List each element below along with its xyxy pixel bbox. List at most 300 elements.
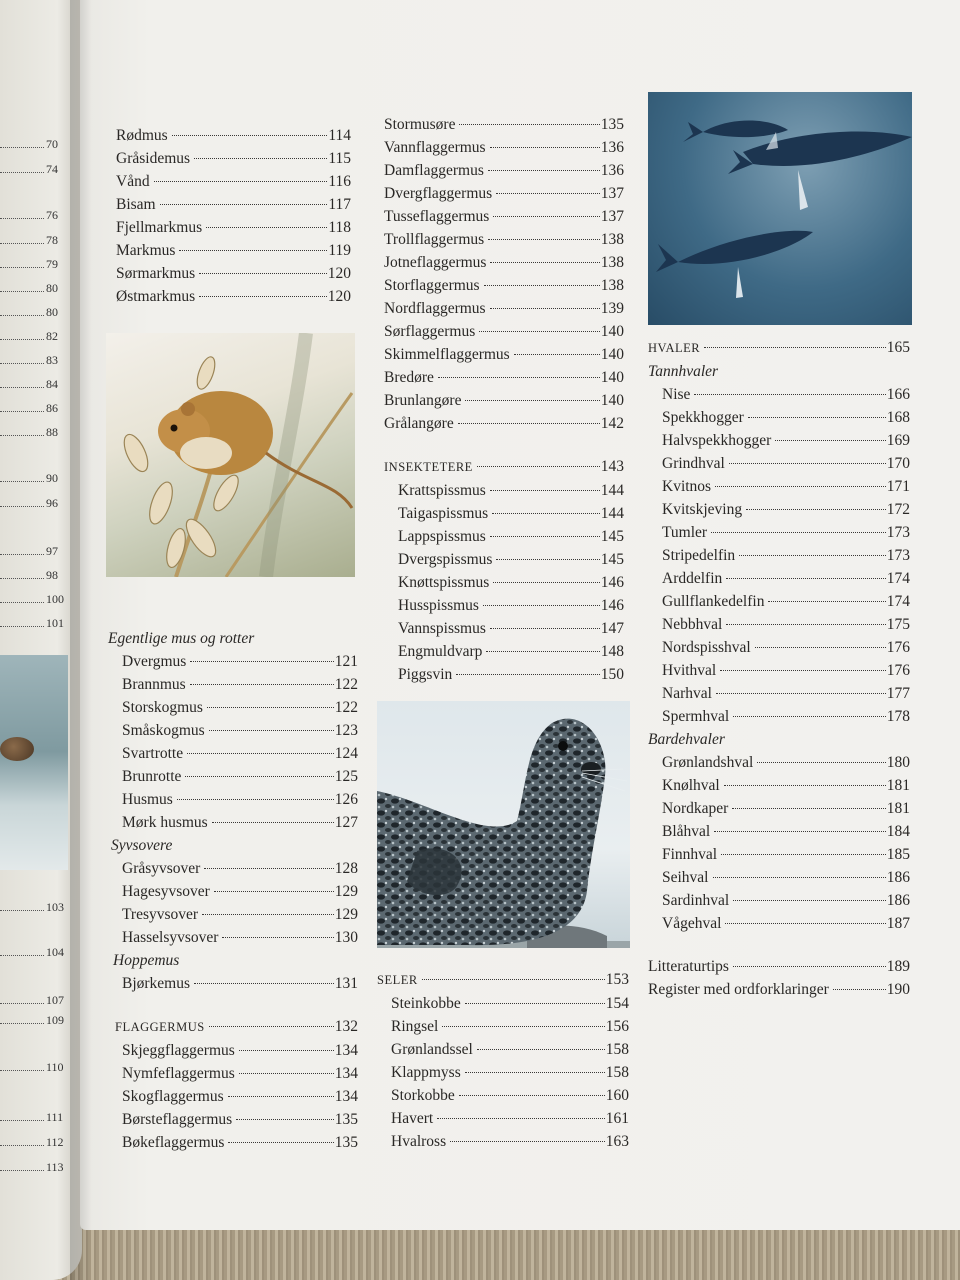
- entry-title: Bisam: [116, 196, 156, 213]
- dot-leader: [490, 536, 600, 537]
- dot-leader: [704, 347, 886, 348]
- entry-title: Gråsidemus: [116, 150, 191, 167]
- dot-leader: [0, 1070, 44, 1071]
- toc-entry: [648, 751, 910, 774]
- dot-leader: [450, 1141, 605, 1142]
- entry-title: Havert: [391, 1110, 434, 1127]
- category-heading: Bardehvaler: [648, 731, 725, 748]
- dot-leader: [483, 605, 600, 606]
- dot-leader: [0, 339, 44, 340]
- page-number: 138: [600, 254, 624, 271]
- dot-leader: [199, 296, 327, 297]
- toc-entry: [377, 1061, 629, 1084]
- page-number: 139: [600, 300, 624, 317]
- dot-leader: [720, 670, 886, 671]
- toc-entry: [108, 857, 358, 880]
- page-number: 118: [328, 219, 351, 236]
- page-number: 134: [334, 1088, 358, 1105]
- page-number: 163: [605, 1133, 629, 1150]
- dot-leader: [0, 172, 44, 173]
- dot-leader: [222, 937, 333, 938]
- dot-leader: [0, 315, 44, 316]
- dot-leader: [228, 1142, 333, 1143]
- page-number: 101: [46, 616, 64, 630]
- dot-leader: [477, 1049, 605, 1050]
- toc-entry: [116, 216, 351, 239]
- entry-title: Nebbhval: [662, 616, 723, 633]
- dot-leader: [172, 135, 328, 136]
- dot-leader: [442, 1026, 604, 1027]
- entry-title: Ringsel: [391, 1018, 439, 1035]
- dot-leader: [185, 776, 333, 777]
- entry-title: INSEKTETERE: [384, 460, 473, 474]
- entry-title: Gullflankedelfin: [662, 593, 765, 610]
- toc-entry: [384, 159, 624, 182]
- page-number: 137: [600, 208, 624, 225]
- dot-leader: [214, 891, 334, 892]
- entry-title: Steinkobbe: [391, 995, 461, 1012]
- page-number: 178: [886, 708, 910, 725]
- entry-title: Trollflaggermus: [384, 231, 485, 248]
- entry-title: Finnhval: [662, 846, 718, 863]
- page-number: 125: [334, 768, 358, 785]
- entry-title: Dvergmus: [122, 653, 187, 670]
- toc-entry: [377, 1015, 629, 1038]
- entry-title: Nordspisshval: [662, 639, 751, 656]
- toc-entry: [116, 285, 351, 308]
- toc-entry: [648, 978, 910, 1001]
- toc-entry: [108, 1085, 358, 1108]
- page-number: 135: [600, 116, 624, 133]
- entry-title: Nordflaggermus: [384, 300, 486, 317]
- dot-leader: [493, 216, 599, 217]
- page-number: 112: [46, 1135, 64, 1149]
- entry-title: Brunrotte: [122, 768, 182, 785]
- dot-leader: [459, 124, 599, 125]
- entry-title: Storflaggermus: [384, 277, 480, 294]
- dot-leader: [490, 628, 600, 629]
- page-number: 156: [605, 1018, 629, 1035]
- toc-entry: [384, 366, 624, 389]
- page-number: 80: [46, 305, 58, 319]
- page-number: 166: [886, 386, 910, 403]
- dot-leader: [209, 1026, 334, 1027]
- page-number: 122: [334, 699, 358, 716]
- toc-entry: [116, 124, 351, 147]
- dot-leader: [726, 624, 885, 625]
- page-number: 129: [334, 883, 358, 900]
- entry-title: Gråsyvsover: [122, 860, 201, 877]
- dot-leader: [0, 411, 44, 412]
- toc-entry: [108, 696, 358, 719]
- dot-leader: [160, 204, 328, 205]
- toc-entry: [108, 1015, 358, 1039]
- entry-title: Bredøre: [384, 369, 434, 386]
- page-number: 146: [600, 597, 624, 614]
- entry-title: Nordkaper: [662, 800, 729, 817]
- page-number: 175: [886, 616, 910, 633]
- dot-leader: [0, 147, 44, 148]
- toc-entry: [648, 383, 910, 406]
- toc-entry: [108, 1108, 358, 1131]
- page-number: 174: [886, 593, 910, 610]
- dot-leader: [715, 486, 886, 487]
- dot-leader: [199, 273, 327, 274]
- toc-entry: [108, 788, 358, 811]
- toc-entry: [384, 548, 624, 571]
- toc-entry: [108, 811, 358, 834]
- toc-entry: [648, 797, 910, 820]
- entry-title: Stormusøre: [384, 116, 456, 133]
- dot-leader: [0, 435, 44, 436]
- category-heading: Hoppemus: [113, 952, 180, 969]
- dot-leader: [833, 989, 886, 990]
- dot-leader: [194, 983, 334, 984]
- dot-leader: [0, 554, 44, 555]
- toc-entry: [648, 429, 910, 452]
- dot-leader: [490, 308, 600, 309]
- entry-title: Arddelfin: [662, 570, 723, 587]
- toc-entry: [116, 147, 351, 170]
- page-number: 88: [46, 425, 58, 439]
- page-number: 171: [886, 478, 910, 495]
- dot-leader: [0, 1023, 44, 1024]
- toc-entry: [384, 663, 624, 686]
- page-number: 148: [600, 643, 624, 660]
- dot-leader: [724, 785, 886, 786]
- toc-entry: [648, 912, 910, 935]
- dot-leader: [479, 331, 599, 332]
- entry-title: Husmus: [122, 791, 173, 808]
- toc-entry: [108, 1039, 358, 1062]
- page-number: 180: [886, 754, 910, 771]
- page-number: 137: [600, 185, 624, 202]
- toc-entry: [384, 594, 624, 617]
- dot-leader: [0, 363, 44, 364]
- entry-title: HVALER: [648, 341, 701, 355]
- toc-entry: [377, 968, 629, 992]
- toc-entry: [384, 502, 624, 525]
- entry-title: Skogflaggermus: [122, 1088, 224, 1105]
- page-number: 113: [46, 1160, 64, 1174]
- page-number: 117: [328, 196, 351, 213]
- page-number: 158: [605, 1041, 629, 1058]
- entry-title: Vågehval: [662, 915, 722, 932]
- toc-entry: [108, 880, 358, 903]
- dot-leader: [465, 1072, 605, 1073]
- toc-entry: [648, 955, 910, 978]
- entry-title: Grålangøre: [384, 415, 454, 432]
- dot-leader: [438, 377, 600, 378]
- toc-entry: [108, 742, 358, 765]
- page-number: 186: [886, 892, 910, 909]
- page-number: 150: [600, 666, 624, 683]
- entry-title: Rødmus: [116, 127, 168, 144]
- page-number: 145: [600, 551, 624, 568]
- page-number: 185: [886, 846, 910, 863]
- toc-entry: [108, 650, 358, 673]
- entry-title: Seihval: [662, 869, 709, 886]
- page-number: 128: [334, 860, 358, 877]
- dot-leader: [204, 868, 333, 869]
- page-number: 161: [605, 1110, 629, 1127]
- page-number: 84: [46, 377, 58, 391]
- dot-leader: [496, 193, 600, 194]
- entry-title: Vannflaggermus: [384, 139, 486, 156]
- entry-title: Hagesyvsover: [122, 883, 210, 900]
- page-number: 173: [886, 524, 910, 541]
- page-number: 158: [605, 1064, 629, 1081]
- entry-title: Litteraturtips: [648, 958, 729, 975]
- page-number: 170: [886, 455, 910, 472]
- toc-entry: [108, 926, 358, 949]
- dot-leader: [0, 578, 44, 579]
- toc-entry: [648, 636, 910, 659]
- toc-entry: [116, 239, 351, 262]
- page-number: 109: [46, 1013, 64, 1027]
- toc-entry: [384, 412, 624, 435]
- page-number: 169: [886, 432, 910, 449]
- entry-title: Nise: [662, 386, 691, 403]
- toc-entry: [384, 343, 624, 366]
- dot-leader: [0, 910, 44, 911]
- page-number: 124: [334, 745, 358, 762]
- toc-entry: [648, 498, 910, 521]
- toc-entry: [384, 389, 624, 412]
- toc-column-2: [384, 113, 624, 686]
- page-number: 144: [600, 482, 624, 499]
- entry-title: Mørk husmus: [122, 814, 208, 831]
- page-number: 90: [46, 471, 58, 485]
- dot-leader: [0, 506, 44, 507]
- toc-entry: [648, 613, 910, 636]
- page-number: 127: [334, 814, 358, 831]
- dot-leader: [0, 481, 44, 482]
- toc-entry: [377, 1084, 629, 1107]
- dot-leader: [721, 854, 886, 855]
- dot-leader: [488, 239, 600, 240]
- entry-title: Engmuldvarp: [398, 643, 483, 660]
- dot-leader: [0, 602, 44, 603]
- dot-leader: [711, 532, 886, 533]
- page-number: 153: [605, 971, 629, 988]
- page-number: 135: [334, 1111, 358, 1128]
- dot-leader: [746, 509, 886, 510]
- page-number: 176: [886, 662, 910, 679]
- dot-leader: [768, 601, 885, 602]
- entry-title: Børsteflaggermus: [122, 1111, 233, 1128]
- entry-title: Spermhval: [662, 708, 730, 725]
- entry-title: Brunlangøre: [384, 392, 462, 409]
- toc-entry: [377, 992, 629, 1015]
- page-number: 96: [46, 496, 58, 510]
- page-number: 190: [886, 981, 910, 998]
- page-number: 134: [334, 1065, 358, 1082]
- entry-title: Blåhval: [662, 823, 711, 840]
- category-heading: Tannhvaler: [648, 363, 719, 380]
- entry-title: Vånd: [116, 173, 150, 190]
- dot-leader: [0, 1003, 44, 1004]
- entry-title: Tumler: [662, 524, 708, 541]
- page-number: 145: [600, 528, 624, 545]
- toc-column-3: [648, 336, 910, 1001]
- toc-entry: [384, 228, 624, 251]
- dot-leader: [459, 1095, 605, 1096]
- dot-leader: [209, 730, 334, 731]
- dot-leader: [775, 440, 885, 441]
- page-number: 138: [600, 277, 624, 294]
- entry-title: Dvergspissmus: [398, 551, 493, 568]
- toc-entry: [108, 972, 358, 995]
- dot-leader: [514, 354, 600, 355]
- entry-title: Småskogmus: [122, 722, 205, 739]
- entry-title: Skimmelflaggermus: [384, 346, 510, 363]
- dot-leader: [207, 707, 334, 708]
- entry-title: Grønlandshval: [662, 754, 754, 771]
- dot-leader: [236, 1119, 334, 1120]
- page-number: 114: [328, 127, 351, 144]
- page-number: 176: [886, 639, 910, 656]
- entry-title: Hvalross: [391, 1133, 447, 1150]
- page-number: 100: [46, 592, 64, 606]
- page-number: 181: [886, 777, 910, 794]
- dot-leader: [490, 262, 599, 263]
- toc-entry: [648, 820, 910, 843]
- toc-entry: [648, 475, 910, 498]
- entry-title: Register med ordforklaringer: [648, 981, 829, 998]
- page-number: 189: [886, 958, 910, 975]
- page-number: 129: [334, 906, 358, 923]
- toc-entry: [384, 617, 624, 640]
- page-number: 116: [328, 173, 351, 190]
- dot-leader: [190, 684, 334, 685]
- page-number: 147: [600, 620, 624, 637]
- entry-title: Tusseflaggermus: [384, 208, 490, 225]
- toc-column-1-lower: [108, 627, 358, 1154]
- page-number: 98: [46, 568, 58, 582]
- category-heading: Syvsovere: [111, 837, 173, 854]
- entry-title: Grindhval: [662, 455, 725, 472]
- entry-title: Knøttspissmus: [398, 574, 490, 591]
- entry-title: Piggsvin: [398, 666, 453, 683]
- page-number: 140: [600, 369, 624, 386]
- page-number: 119: [328, 242, 351, 259]
- page-number: 154: [605, 995, 629, 1012]
- entry-title: Narhval: [662, 685, 712, 702]
- dot-leader: [239, 1050, 334, 1051]
- dot-leader: [179, 250, 327, 251]
- dot-leader: [748, 417, 886, 418]
- toc-entry: [384, 182, 624, 205]
- entry-title: Skjeggflaggermus: [122, 1042, 235, 1059]
- toc-entry: [377, 1130, 629, 1153]
- page-number: 103: [46, 900, 64, 914]
- dot-leader: [713, 877, 886, 878]
- toc-entry: [384, 274, 624, 297]
- toc-entry: [648, 843, 910, 866]
- toc-entry: [648, 889, 910, 912]
- dot-leader: [0, 1145, 44, 1146]
- page-number: 165: [886, 339, 910, 356]
- page-number: 132: [334, 1018, 358, 1035]
- dot-leader: [190, 661, 333, 662]
- toc-entry: [384, 525, 624, 548]
- toc-entry: [648, 590, 910, 613]
- entry-title: Vannspissmus: [398, 620, 486, 637]
- entry-title: Spekkhogger: [662, 409, 744, 426]
- toc-entry: [648, 406, 910, 429]
- entry-title: Fjellmarkmus: [116, 219, 203, 236]
- harvest-mouse-image: [106, 333, 355, 577]
- toc-entry: [648, 682, 910, 705]
- otter-image: [0, 655, 68, 870]
- toc-entry: [108, 1062, 358, 1085]
- page-number: 134: [334, 1042, 358, 1059]
- page-number: 131: [334, 975, 358, 992]
- toc-entry: [384, 320, 624, 343]
- dot-leader: [465, 1003, 605, 1004]
- toc-entry: [648, 544, 910, 567]
- entry-title: Damflaggermus: [384, 162, 484, 179]
- entry-title: Brannmus: [122, 676, 186, 693]
- dot-leader: [726, 578, 885, 579]
- page-number: 136: [600, 162, 624, 179]
- page-number: 160: [605, 1087, 629, 1104]
- page-number: 146: [600, 574, 624, 591]
- entry-title: Grønlandssel: [391, 1041, 473, 1058]
- entry-title: Storskogmus: [122, 699, 203, 716]
- page-number: 110: [46, 1060, 64, 1074]
- dot-leader: [0, 267, 44, 268]
- entry-title: FLAGGERMUS: [115, 1020, 205, 1034]
- toc-column-1: [116, 124, 351, 308]
- toc-entry: [108, 765, 358, 788]
- dot-leader: [194, 158, 327, 159]
- toc-entry: [377, 1038, 629, 1061]
- book-gutter: [70, 0, 92, 1280]
- dot-leader: [212, 822, 334, 823]
- dot-leader: [739, 555, 886, 556]
- dot-leader: [228, 1096, 334, 1097]
- dot-leader: [177, 799, 334, 800]
- dot-leader: [477, 466, 600, 467]
- page-number: 140: [600, 323, 624, 340]
- toc-entry: [384, 113, 624, 136]
- toc-entry: [116, 170, 351, 193]
- toc-entry: [384, 205, 624, 228]
- toc-entry: [384, 251, 624, 274]
- toc-entry: [648, 452, 910, 475]
- dot-leader: [202, 914, 334, 915]
- dot-leader: [465, 400, 599, 401]
- entry-title: Jotneflaggermus: [384, 254, 487, 271]
- toc-entry: [108, 719, 358, 742]
- dot-leader: [490, 490, 600, 491]
- entry-title: Bøkeflaggermus: [122, 1134, 225, 1151]
- dot-leader: [187, 753, 334, 754]
- page-number: 140: [600, 346, 624, 363]
- dot-leader: [733, 716, 886, 717]
- page-number: 78: [46, 233, 58, 247]
- dot-leader: [422, 979, 605, 980]
- dot-leader: [496, 559, 599, 560]
- toc-entry: [648, 866, 910, 889]
- entry-title: Husspissmus: [398, 597, 479, 614]
- page-number: 174: [886, 570, 910, 587]
- page-number: 120: [327, 265, 351, 282]
- category-heading: Egentlige mus og rotter: [108, 630, 255, 647]
- toc-entry: [384, 571, 624, 594]
